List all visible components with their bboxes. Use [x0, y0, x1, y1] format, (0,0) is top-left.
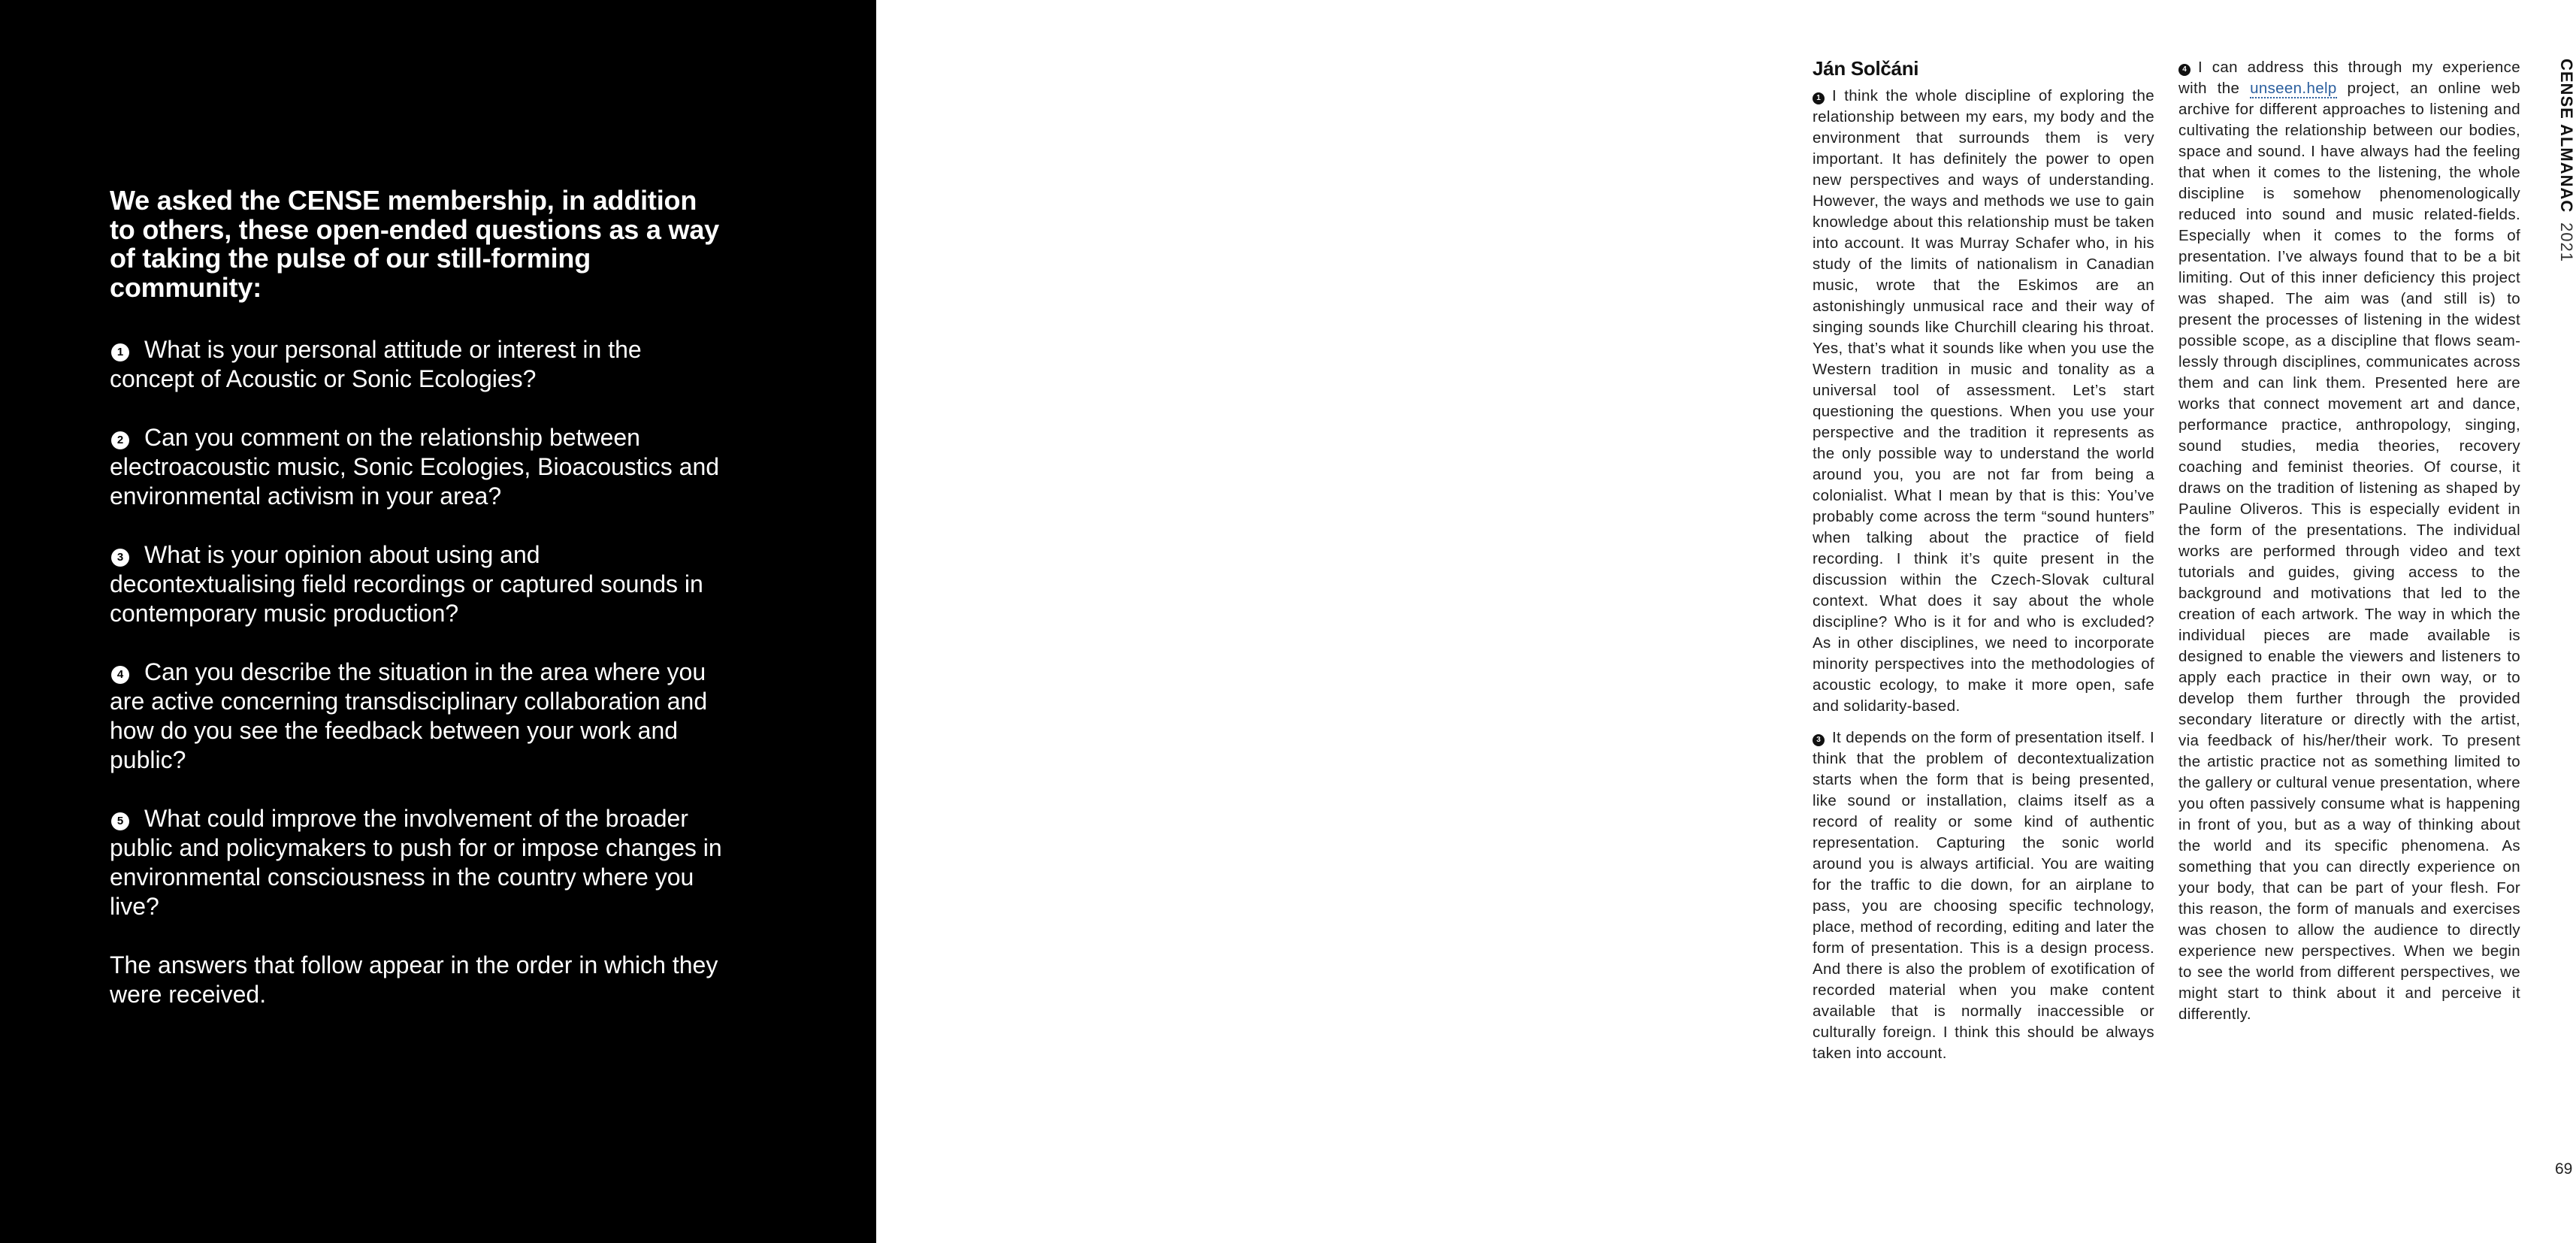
page-number: 69 [2555, 1160, 2573, 1178]
closing-note: The answers that follow appear in the order in which they were received. [110, 951, 718, 1008]
answer-column-left [1813, 57, 2154, 1075]
running-header [2556, 59, 2576, 262]
answer-text-before-link: I can address this through my experience with the [2178, 59, 2520, 97]
left-page [0, 0, 876, 1243]
question-text: What could improve the involvement of the broader public and policymakers to push for or impose changes in environmental consciousness in the country where you live? [110, 805, 722, 920]
question-item [110, 335, 726, 394]
publication-year: 2021 [2557, 222, 2576, 263]
question-item [110, 540, 726, 628]
answer-paragraph [1813, 727, 2154, 1064]
question-text: Can you comment on the relationship between electroacoustic music, Sonic Ecologies, Bioacoustics and environmental activism in your area? [110, 424, 720, 510]
answer-paragraph [1813, 86, 2154, 717]
answer-paragraph [2178, 57, 2520, 1025]
number-4-icon: 4 [111, 666, 129, 684]
question-text: What is your opinion about using and decontextualising field recordings or captured sounds in contemporary music production? [110, 541, 703, 627]
number-4-icon: 4 [2178, 64, 2191, 76]
answer-text-after-link: project, an online web archive for different approaches to listening and cultivating the relationship between our bodies, space and sound. I have always had the feeling that when it comes to the listening, the whole discipline is somehow phenomenologically reduced into sound and music related-fields. Especially when it comes to the forms of presentation. I’ve always found that to be a bit limiting. Out of this inner deficiency this project was shaped. The aim was (and still is) to present the processes of listening in the widest possible scope, as a discipline that flows seamlessly through disciplines, communicates across them and can link them. Presented here are works that connect movement art and dance, performance practice, anthropology, singing, sound studies, media theories, recovery coaching and feminist theories. Of course, it draws on the tradition of listening as shaped by Pauline Oliveros. This is especially evident in the form of the presentations. The individual works are performed through video and text tutorials and guides, giving access to the background and motivations that led to the creation of each artwork. The way in which the individual pieces are made available is designed to enable the viewers and listeners to apply each practice in their own way, or to develop them further through the provided secondary literature or directly with the artist, via feedback of his/her/their work. To present the artistic practice not as something limited to the gallery or cultural venue presentation, where you often passively consume what is happening in front of you, but as a way of thinking about the world and its specific phenomena. As something that you can directly experience on your body, that can be part of your flesh. For this reason, the form of manuals and exercises was chosen to allow the audience to directly experience new perspectives. When we begin to see the world from different perspectives, we might start to think about it and perceive it differently. [2178, 80, 2520, 1023]
question-item [110, 804, 726, 921]
question-item [110, 658, 726, 775]
right-page [876, 0, 2576, 1243]
number-1-icon: 1 [1813, 92, 1825, 104]
answer-column-right [2178, 57, 2520, 1036]
question-item [110, 423, 726, 511]
answer-text: It depends on the form of presentation itself. I think that the problem of decontextualization starts when the form that is being presented, like sound or installation, claims itself as a record of reality or some kind of authentic representation. Capturing the sonic world around you is always artificial. You are waiting for the traffic to die down, for an airplane to pass, you are choosing specific technology, place, method of recording, editing and later the form of presentation. This is a design process. And there is also the problem of exotification of recorded material when you make content available that is normally inaccessible or culturally foreign. I think this should be always taken into account. [1813, 729, 2154, 1062]
intro-heading: We asked the CENSE membership, in addition to others, these open-ended questions as a way of taking the pulse of our still-forming community: [110, 185, 719, 303]
question-text: Can you describe the situation in the area where you are active concerning transdisciplinary collaboration and how do you see the feedback between your work and public? [110, 658, 708, 773]
number-1-icon: 1 [111, 343, 129, 361]
number-3-icon: 3 [111, 549, 129, 567]
publication-title: CENSE ALMANAC [2557, 59, 2576, 213]
question-list [110, 335, 726, 1009]
answer-text: I think the whole discipline of exploring the relationship between my ears, my body and the environment that surrounds them is very important. It has definitely the power to open new perspectives and ways of understanding. However, the ways and methods we use to gain knowledge about this relationship must be taken into account. It was Murray Schafer who, in his study of the limits of nationalism in Canadian music, wrote that the Eskimos are an astonishingly unmusical race and their way of singing sounds like Churchill clearing his throat. Yes, that’s what it sounds like when you use the Western tradition in music and tonality as a universal tool of assessment. Let’s start questioning the questions. When you use your perspective and the tradition it represents as the only possible way to understand the world around you, you are not far from being a colonialist. What I mean by that is this: You’ve probably come across the term “sound hunters” when talking about the practice of field recording. I think it’s quite present in the discussion within the Czech-Slovak cultural context. What does it say about the whole discipline? Who is it for and who is excluded? As in other disciplines, we need to incorporate minority perspectives into the methodologies of acoustic ecology, to make it more open, safe and solidarity-based. [1813, 87, 2154, 715]
number-5-icon: 5 [111, 812, 129, 830]
unseen-help-link[interactable]: unseen.help [2250, 80, 2337, 97]
number-3-icon: 3 [1813, 734, 1825, 746]
question-text: What is your personal attitude or interest in the concept of Acoustic or Sonic Ecologies? [110, 336, 642, 392]
number-2-icon: 2 [111, 431, 129, 449]
author-name: Ján Solčáni [1813, 57, 1919, 80]
